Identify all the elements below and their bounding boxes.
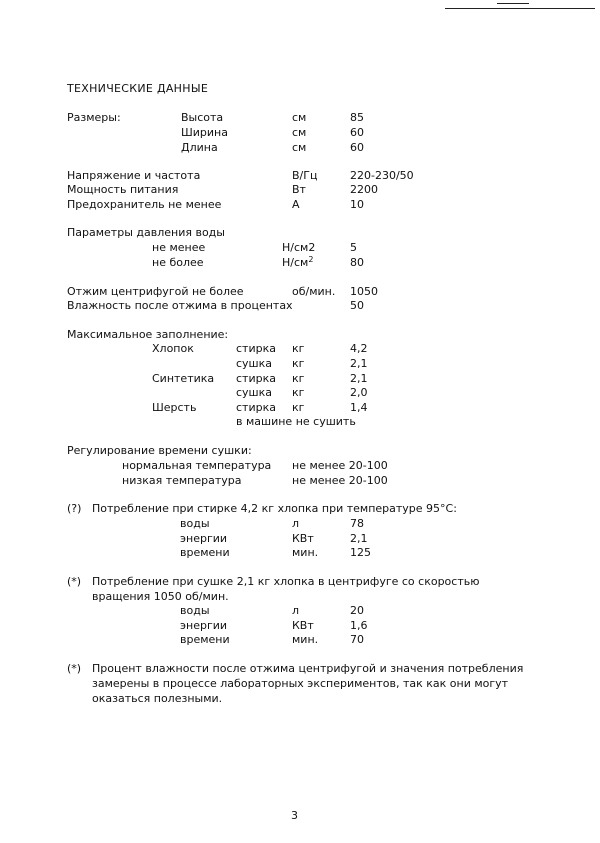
consumption-unit: КВт xyxy=(292,619,314,632)
consumption-wash-text: Потребление при стирке 4,2 кг хлопка при температуре 95°С: xyxy=(92,502,457,515)
dimension-value: 60 xyxy=(350,126,364,139)
load-fabric: Синтетика xyxy=(152,372,215,385)
spin-value: 50 xyxy=(350,299,364,312)
consumption-dry-text: вращения 1050 об/мин. xyxy=(92,590,229,603)
pressure-value: 80 xyxy=(350,256,364,269)
consumption-unit: КВт xyxy=(292,532,314,545)
electrical-value: 2200 xyxy=(350,183,378,196)
electrical-unit: А xyxy=(292,198,300,211)
consumption-dry-text: Потребление при сушке 2,1 кг хлопка в центрифуге со скоростью xyxy=(92,575,480,588)
spin-name: Влажность после отжима в процентах xyxy=(67,299,293,312)
load-mode: стирка xyxy=(236,401,276,414)
spin-name: Отжим центрифугой не более xyxy=(67,285,244,298)
consumption-name: времени xyxy=(180,546,230,559)
consumption-unit: л xyxy=(292,517,300,530)
spin-value: 1050 xyxy=(350,285,378,298)
load-value: 2,1 xyxy=(350,357,368,370)
consumption-name: времени xyxy=(180,633,230,646)
dimension-name: Высота xyxy=(181,111,224,124)
load-unit: кг xyxy=(292,342,305,355)
dimension-value: 60 xyxy=(350,141,364,154)
load-mode: стирка xyxy=(236,342,276,355)
footnote-line: Процент влажности после отжима центрифугой и значения потребления xyxy=(92,662,524,675)
drying-time-value: не менее 20-100 xyxy=(292,459,388,472)
electrical-name: Предохранитель не менее xyxy=(67,198,222,211)
consumption-name: воды xyxy=(180,517,210,530)
load-unit: кг xyxy=(292,357,305,370)
consumption-name: энергии xyxy=(180,532,228,545)
consumption-name: воды xyxy=(180,604,210,617)
dimension-value: 85 xyxy=(350,111,364,124)
load-value: 1,4 xyxy=(350,401,368,414)
consumption-unit: мин. xyxy=(292,633,319,646)
pressure-unit: Н/см2 xyxy=(282,241,316,254)
consumption-value: 1,6 xyxy=(350,619,368,632)
consumption-value: 78 xyxy=(350,517,364,530)
electrical-unit: В/Гц xyxy=(292,169,318,182)
electrical-name: Напряжение и частота xyxy=(67,169,201,182)
pressure-value: 5 xyxy=(350,241,357,254)
consumption-value: 2,1 xyxy=(350,532,368,545)
pressure-name: не более xyxy=(152,256,204,269)
pressure-name: не менее xyxy=(152,241,206,254)
load-unit: кг xyxy=(292,386,305,399)
consumption-wash-marker: (?) xyxy=(67,502,82,515)
load-value: 2,0 xyxy=(350,386,368,399)
load-value: 2,1 xyxy=(350,372,368,385)
page-title: ТЕХНИЧЕСКИЕ ДАННЫЕ xyxy=(67,82,209,95)
electrical-unit: Вт xyxy=(292,183,306,196)
max-load-label: Максимальное заполнение: xyxy=(67,328,229,341)
consumption-value: 20 xyxy=(350,604,364,617)
consumption-value: 70 xyxy=(350,633,364,646)
load-mode: стирка xyxy=(236,372,276,385)
load-mode: сушка xyxy=(236,357,273,370)
load-mode: сушка xyxy=(236,386,273,399)
drying-time-name: низкая температура xyxy=(122,474,242,487)
consumption-dry-marker: (*) xyxy=(67,575,82,588)
drying-time-value: не менее 20-100 xyxy=(292,474,388,487)
consumption-value: 125 xyxy=(350,546,371,559)
dimension-unit: см xyxy=(292,141,307,154)
wool-note: в машине не сушить xyxy=(236,415,356,428)
consumption-unit: л xyxy=(292,604,300,617)
drying-time-label: Регулирование времени сушки: xyxy=(67,444,252,457)
top-rule-line-short xyxy=(497,3,529,4)
footnote-line: оказаться полезными. xyxy=(92,692,223,705)
page-number: 3 xyxy=(291,809,298,822)
footnote-line: замерены в процессе лабораторных экспериментов, так как они могут xyxy=(92,677,509,690)
dimensions-label: Размеры: xyxy=(67,111,121,124)
dimension-unit: см xyxy=(292,126,307,139)
load-fabric: Хлопок xyxy=(152,342,194,355)
pressure-unit: $Н/см^2$ xyxy=(282,255,314,269)
electrical-name: Мощность питания xyxy=(67,183,179,196)
top-rule-line xyxy=(445,8,595,9)
spin-unit: об/мин. xyxy=(292,285,336,298)
dimension-name: Длина xyxy=(181,141,218,154)
consumption-name: энергии xyxy=(180,619,228,632)
consumption-unit: мин. xyxy=(292,546,319,559)
load-value: 4,2 xyxy=(350,342,368,355)
dimension-unit: см xyxy=(292,111,307,124)
footnote-marker: (*) xyxy=(67,662,82,675)
electrical-value: 10 xyxy=(350,198,364,211)
load-unit: кг xyxy=(292,401,305,414)
drying-time-name: нормальная температура xyxy=(122,459,272,472)
electrical-value: 220-230/50 xyxy=(350,169,414,182)
dimension-name: Ширина xyxy=(181,126,228,139)
load-fabric: Шерсть xyxy=(152,401,197,414)
load-unit: кг xyxy=(292,372,305,385)
water-pressure-label: Параметры давления воды xyxy=(67,226,225,239)
